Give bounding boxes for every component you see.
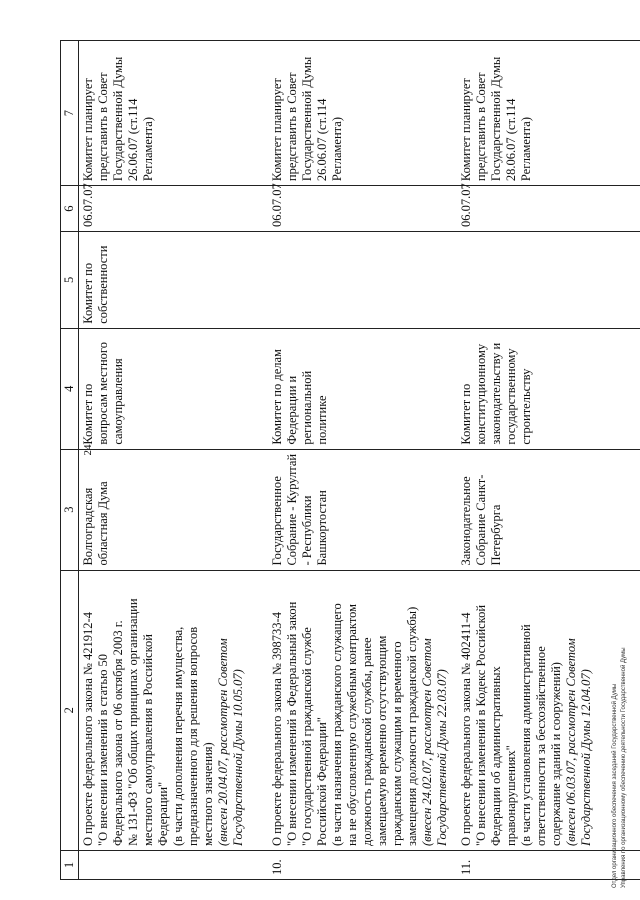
bill-line: замещаемую временно отсутствующим [375,635,389,846]
bill-line: гражданским служащим и временного [390,641,404,846]
deadline-date: 06.07.07 [79,186,269,232]
bill-line: Российской Федерации" [315,717,329,846]
rotated-page-content [60,40,620,880]
committee-note: Комитет планирует представить в Совет Государственной Думы 26.06.07 (ст.114 Регламента) [79,41,269,186]
bill-line: содержание зданий и сооружений) [549,662,563,846]
bill-line: (внесен 20.04.07, рассмотрен Советом [216,638,230,846]
column-header: 7 [61,41,79,186]
bill-line: № 131-ФЗ "Об общих принципах организации [126,598,140,846]
bill-line: "О внесении изменений в статью 50 [96,653,110,846]
committee-note: Комитет планирует представить в Совет Государственной Думы 26.06.07 (ст.114 Регламента) [268,41,457,186]
responsible-committee: Комитет по вопросам местного самоуправления [79,328,269,449]
bill-line: предназначенного для решения вопросов [186,626,200,846]
bill-line: "О государственной гражданской службе [300,627,314,846]
bill-line: (в части назначения гражданского служащего [330,603,344,846]
bill-line: Государственной Думы 22.03.07) [435,669,449,846]
responsible-committee: Комитет по конституционному законодательству и государственному строительству [457,328,640,449]
footer-line: Отдел организационного обеспечения заседаний Государственной Думы [612,683,618,888]
initiator: Волгоградская областная Дума [79,449,269,570]
co-executor-committee [268,232,457,329]
bill-line: правонарушениях" [504,745,518,846]
bill-description [268,570,457,850]
column-header: 4 [61,328,79,449]
table-row [79,41,269,880]
bill-line: (внесен 06.03.07, рассмотрен Советом [564,638,578,846]
header-row [61,41,79,880]
bill-line: "О внесении изменений в Кодекс Российской [474,604,488,846]
committee-note: Комитет планирует представить в Совет Государственной Думы 28.06.07 (ст.114 Регламента) [457,41,640,186]
bill-line: (в части дополнения перечня имущества, [171,626,185,846]
row-number [79,851,269,880]
deadline-date: 06.07.07 [268,186,457,232]
column-header: 6 [61,186,79,232]
bill-line: Федерации" [156,781,170,846]
deadline-date: 06.07.07 [457,186,640,232]
co-executor-committee: Комитет по собственности [79,232,269,329]
page-number: 24 [82,444,94,456]
bill-line: Государственной Думы 12.04.07) [579,669,593,846]
column-header: 3 [61,449,79,570]
column-header: 5 [61,232,79,329]
bill-line: должность гражданской службы, ранее [360,637,374,846]
bill-line: местного самоуправления в Российской [141,634,155,846]
bill-description [79,570,269,850]
bill-line: (в части установления административной [519,624,533,846]
bill-line: О проекте федерального закона № 402411-4 [459,612,473,846]
initiator: Законодательное Собрание Санкт-Петербурга [457,449,640,570]
column-header: 2 [61,570,79,850]
bill-line: на не обусловленную служебным контрактом [345,603,359,846]
bill-line: (внесен 24.02.07, рассмотрен Советом [420,638,434,846]
footer-line: Управления по организационному обеспечению деятельности Государственной Думы [621,647,627,888]
column-header: 1 [61,851,79,880]
bill-line: местного значения) [201,742,215,846]
bill-line: Государственной Думы 10.05.07) [231,669,245,846]
bills-table [60,40,640,880]
bill-line: замещения должности гражданской службы) [405,606,419,846]
bill-line: ответственности за бесхозяйственное [534,646,548,846]
row-number: 11. [457,851,640,880]
initiator: Государственное Собрание - Курултай - Республики Башкортостан [268,449,457,570]
bill-line: Федерации об административных [489,666,503,846]
table-row [268,41,457,880]
bill-line: О проекте федерального закона № 421912-4 [81,612,95,846]
row-number: 10. [268,851,457,880]
bill-line: О проекте федерального закона № 398733-4 [270,612,284,846]
bill-line: Федерального закона от 06 октября 2003 г. [111,620,125,846]
footer [611,288,631,888]
bill-line: "О внесении изменений в Федеральный закон [285,601,299,846]
responsible-committee: Комитет по делам Федерации и региональной политике [268,328,457,449]
